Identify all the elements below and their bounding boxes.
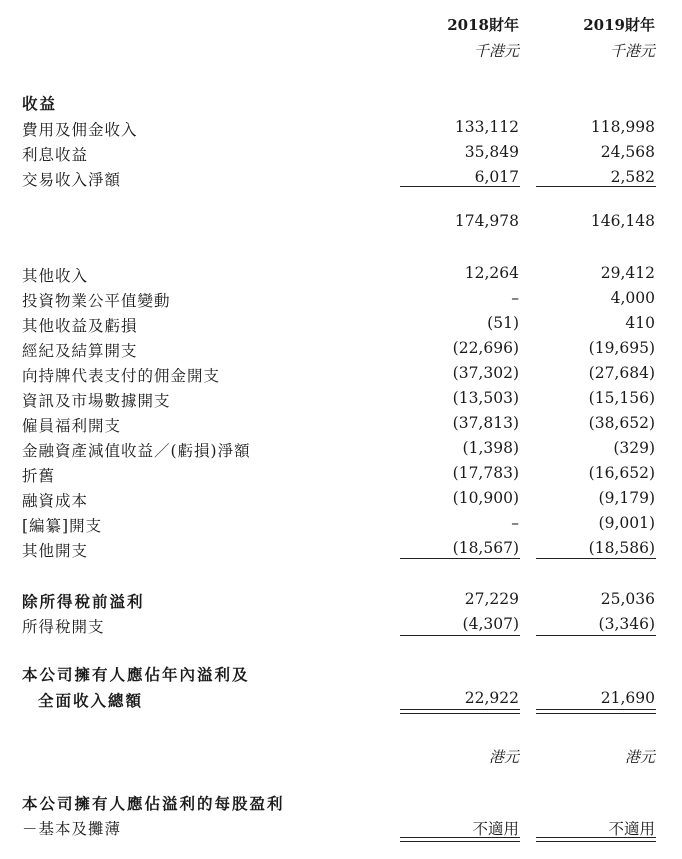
row-label: 折舊 xyxy=(22,467,56,485)
value-2018: 35,849 xyxy=(464,143,519,161)
row-label: [編纂]開支 xyxy=(22,517,103,535)
table-row xyxy=(0,439,682,464)
total-double-rule xyxy=(400,709,520,714)
row-label: 投資物業公平值變動 xyxy=(22,292,171,310)
subtotal-rule xyxy=(400,558,520,559)
value-2019: (9,001) xyxy=(598,514,655,532)
table-row xyxy=(0,414,682,439)
row-label: 本公司擁有人應佔年內溢利及 xyxy=(22,665,250,684)
subtotal-rule xyxy=(400,635,520,636)
table-row xyxy=(0,615,682,640)
value-2018: (18,567) xyxy=(452,539,519,557)
table-row xyxy=(0,514,682,539)
table-row xyxy=(0,289,682,314)
value-2018: – xyxy=(511,289,519,307)
value-2018: (37,302) xyxy=(452,364,519,382)
row-label: 融資成本 xyxy=(22,492,89,510)
table-row xyxy=(0,389,682,414)
value-2018: 174,978 xyxy=(454,212,519,230)
value-2018: 12,264 xyxy=(464,264,519,282)
table-row xyxy=(0,168,682,193)
value-2019: 29,412 xyxy=(600,264,655,282)
row-label: 費用及佣金收入 xyxy=(22,121,138,139)
subtotal-rule xyxy=(536,558,656,559)
value-2018: (22,696) xyxy=(452,339,519,357)
row-label: 經紀及結算開支 xyxy=(22,342,138,360)
value-2018: (10,900) xyxy=(452,489,519,507)
value-2018: 133,112 xyxy=(454,118,519,136)
column-header-2019: 2019財年 xyxy=(583,16,655,34)
value-2019: (329) xyxy=(613,439,655,457)
table-row xyxy=(0,539,682,564)
row-label: 其他收入 xyxy=(22,267,89,285)
value-2018: (1,398) xyxy=(462,439,519,457)
eps-heading: 本公司擁有人應佔溢利的每股盈利 xyxy=(22,794,285,813)
value-2018: (13,503) xyxy=(452,389,519,407)
total-double-rule xyxy=(536,709,656,714)
subtotal-rule xyxy=(536,635,656,636)
value-2019: 146,148 xyxy=(590,212,655,230)
value-2018: (4,307) xyxy=(462,615,519,633)
currency-label-2018: 港元 xyxy=(488,748,519,766)
row-label: 其他收益及虧損 xyxy=(22,317,138,335)
revenue-heading: 收益 xyxy=(22,94,58,113)
row-label: 金融資產減值收益／(虧損)淨額 xyxy=(22,442,251,460)
row-label: 向持牌代表支付的佣金開支 xyxy=(22,367,221,385)
currency-label-2019: 港元 xyxy=(624,748,655,766)
eps-heading-row xyxy=(0,792,682,817)
value-2018: 27,229 xyxy=(464,590,519,608)
column-header-2018: 2018財年 xyxy=(447,16,519,34)
value-2018: 6,017 xyxy=(474,168,519,186)
total-double-rule xyxy=(400,837,520,842)
row-label: 交易收入淨額 xyxy=(22,171,122,189)
value-2019: (19,695) xyxy=(588,339,655,357)
value-2019: 不適用 xyxy=(608,820,655,838)
column-unit-2018: 千港元 xyxy=(473,42,519,60)
row-label: 資訊及市場數據開支 xyxy=(22,392,171,410)
row-label: 僱員福利開支 xyxy=(22,417,122,435)
value-2018: 22,922 xyxy=(464,689,519,707)
value-2019: 24,568 xyxy=(600,143,655,161)
table-row xyxy=(0,464,682,489)
value-2019: (38,652) xyxy=(588,414,655,432)
table-row-revenue-total xyxy=(0,212,682,237)
value-2018: (37,813) xyxy=(452,414,519,432)
value-2019: (27,684) xyxy=(588,364,655,382)
value-2018: 不適用 xyxy=(472,820,519,838)
value-2018: (17,783) xyxy=(452,464,519,482)
subtotal-rule xyxy=(536,186,656,187)
table-row xyxy=(0,364,682,389)
table-row xyxy=(0,339,682,364)
table-row xyxy=(0,314,682,339)
total-double-rule xyxy=(536,837,656,842)
row-label: 所得稅開支 xyxy=(22,618,105,636)
row-label: 全面收入總額 xyxy=(38,691,144,710)
value-2019: 21,690 xyxy=(600,689,655,707)
value-2019: (16,652) xyxy=(588,464,655,482)
value-2019: 118,998 xyxy=(590,118,655,136)
table-row xyxy=(0,489,682,514)
row-label: 除所得稅前溢利 xyxy=(22,592,145,611)
row-label: 利息收益 xyxy=(22,146,89,164)
table-row xyxy=(0,264,682,289)
table-row xyxy=(0,143,682,168)
value-2018: – xyxy=(511,514,519,532)
row-label: 其他開支 xyxy=(22,542,89,560)
value-2019: (3,346) xyxy=(598,615,655,633)
subtotal-rule xyxy=(400,186,520,187)
revenue-heading-row xyxy=(0,92,682,117)
value-2019: 2,582 xyxy=(610,168,655,186)
table-row xyxy=(0,590,682,615)
value-2019: 4,000 xyxy=(610,289,655,307)
value-2018: (51) xyxy=(487,314,519,332)
value-2019: (18,586) xyxy=(588,539,655,557)
value-2019: 410 xyxy=(625,314,655,332)
column-unit-2019: 千港元 xyxy=(609,42,655,60)
value-2019: (15,156) xyxy=(588,389,655,407)
table-row xyxy=(0,118,682,143)
value-2019: 25,036 xyxy=(600,590,655,608)
row-label: －基本及攤薄 xyxy=(22,820,122,838)
value-2019: (9,179) xyxy=(598,489,655,507)
total-label-row xyxy=(0,663,682,688)
